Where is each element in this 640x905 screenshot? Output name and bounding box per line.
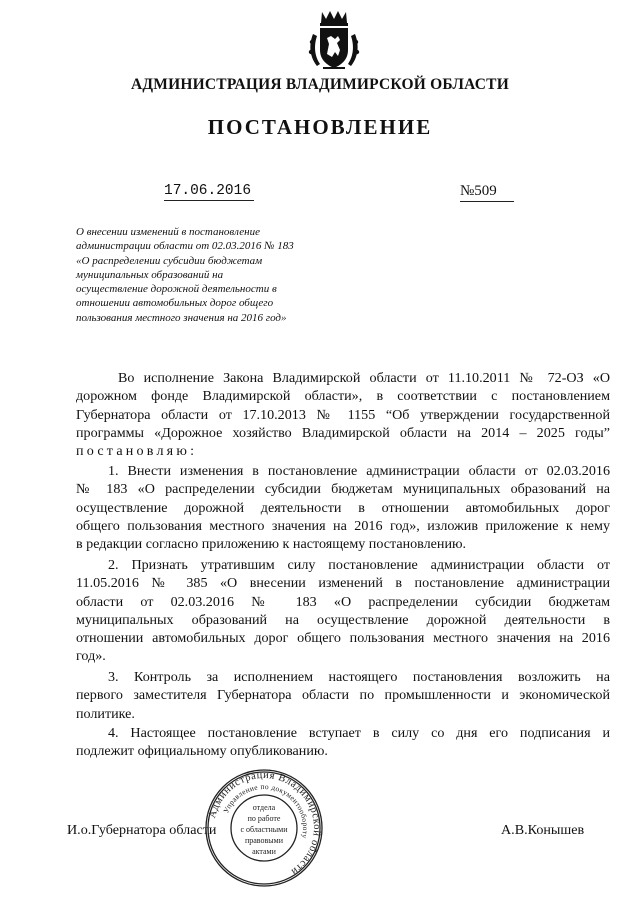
resolution-word: постановляю:	[76, 443, 198, 460]
stamp-ring-text: Администрация Владимирской области	[207, 769, 323, 878]
text-line: 4. Настоящее постановление вступает в силу со дня его подписания и	[108, 725, 610, 741]
text-line: отношении автомобильных дорог общего пользования местного значения на 2016	[76, 630, 610, 647]
clause-3	[76, 668, 610, 723]
text-line: осуществление дорожной деятельности в отношении автомобильных дорог	[76, 499, 610, 516]
subject-line: пользования местного значения на 2016 год»	[76, 311, 287, 324]
text-line: муниципальных образований на осуществление дорожной деятельности в	[76, 611, 610, 628]
official-stamp	[200, 768, 328, 888]
document-date: 17.06.2016	[164, 183, 254, 201]
signer-position: И.о.Губернатора области	[67, 822, 217, 838]
subject-line: «О распределении субсидии бюджетам	[76, 254, 263, 267]
clause-2	[76, 556, 610, 666]
clause-1	[76, 462, 610, 553]
subject-line: О внесении изменений в постановление	[76, 226, 260, 238]
text-line: Губернатора области от 17.10.2013 № 1155 “Об утверждении государственной	[76, 406, 610, 423]
stamp-center-line: с областными	[240, 825, 288, 834]
clause-4	[76, 724, 610, 761]
document-number: №509	[460, 183, 514, 202]
text-line: в редакции согласно приложению к настоящему постановлению.	[76, 536, 467, 553]
stamp-center-line: по работе	[247, 814, 281, 823]
text-line: Во исполнение Закона Владимирской области от 11.10.2011 № 72-ОЗ «О	[118, 370, 610, 386]
document-type: ПОСТАНОВЛЕНИЕ	[207, 115, 433, 139]
text-line: первого заместителя Губернатора области по промышленности и экономической	[76, 687, 610, 704]
text-line: № 183 «О распределении субсидии бюджетам муниципальных образований на	[76, 481, 610, 498]
organization-title: АДМИНИСТРАЦИЯ ВЛАДИМИРСКОЙ ОБЛАСТИ	[131, 76, 509, 93]
text-line: подлежит официальному опубликованию.	[76, 743, 328, 760]
subject-line: муниципальных образований на	[76, 268, 224, 281]
text-line: политике.	[76, 705, 135, 722]
stamp-center-line: актами	[252, 847, 276, 856]
coat-of-arms-icon	[305, 10, 363, 72]
text-line: программы «Дорожное хозяйство Владимирской области на 2014 – 2025 годы”	[76, 424, 610, 441]
text-line: 11.05.2016 № 385 «О внесении изменений в постановление администрации	[76, 575, 610, 592]
text-line: 1. Внести изменения в постановление администрации области от 02.03.2016	[108, 463, 610, 479]
stamp-center-line: отдела	[252, 803, 276, 812]
subject-line: осуществление дорожной деятельности в	[76, 283, 277, 296]
text-line: год».	[76, 648, 106, 665]
signer-name: А.В.Конышев	[501, 822, 585, 838]
text-line: дорожном фонде Владимирской области», в соответствии с постановлением	[76, 388, 610, 405]
stamp-center-line: правовыми	[244, 836, 284, 845]
preamble-paragraph	[76, 369, 610, 460]
subject-line: администрации области от 02.03.2016 № 183	[76, 240, 294, 253]
text-line: общего пользования местного значения на 2016 год», изложив приложение к нему	[76, 517, 610, 534]
text-line: 2. Признать утратившим силу постановление администрации области от	[108, 557, 610, 573]
text-line: 3. Контроль за исполнением настоящего постановления возложить на	[108, 669, 610, 685]
subject-line: отношении автомобильных дорог общего	[76, 297, 274, 310]
stamp-inner-ring-text: Управление по документообороту	[221, 781, 311, 840]
text-line: области от 02.03.2016 № 183 «О распределении субсидии бюджетам	[76, 593, 610, 610]
document-subject	[76, 225, 346, 325]
